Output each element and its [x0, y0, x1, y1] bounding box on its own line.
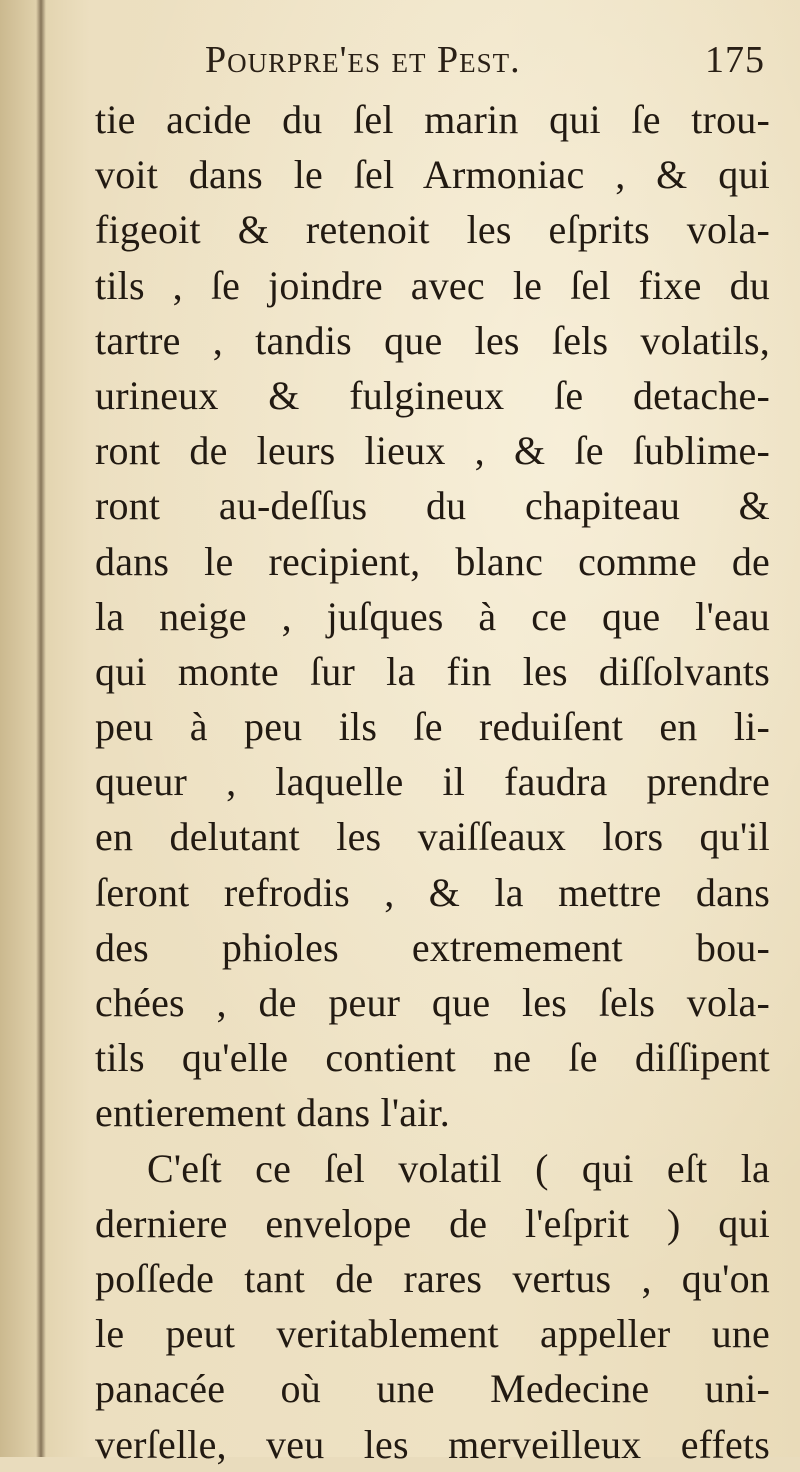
- text-line: derniere envelope de l'eſprit ) qui: [95, 1200, 770, 1246]
- binding-gutter: [36, 0, 46, 1457]
- text-line: C'eſt ce ſel volatil ( qui eſt la: [147, 1145, 770, 1191]
- text-line: verſelle, veu les merveilleux effets: [95, 1421, 770, 1467]
- text-line: ront au-deſſus du chapiteau &: [95, 483, 770, 529]
- text-line: tils qu'elle contient ne ſe diſſipent: [95, 1035, 770, 1081]
- text-line: chées , de peur que les ſels vola-: [95, 980, 770, 1025]
- text-line: figeoit & retenoit les eſprits vola-: [95, 207, 770, 253]
- text-line: dans le recipient, blanc comme de: [95, 538, 770, 584]
- text-line: en delutant les vaiſſeaux lors qu'il: [95, 814, 770, 860]
- text-line: voit dans le ſel Armoniac , & qui: [95, 152, 770, 198]
- text-line: tartre , tandis que les ſels volatils,: [95, 317, 770, 363]
- page-number: 175: [705, 39, 765, 81]
- text-line: entierement dans l'air.: [95, 1090, 451, 1136]
- text-line: le peut veritablement appeller une: [95, 1311, 770, 1357]
- text-line: qui monte ſur la fin les diſſolvants: [95, 648, 770, 694]
- text-line: panacée où une Medecine uni-: [95, 1366, 770, 1412]
- text-line: des phioles extremement bou-: [95, 924, 770, 970]
- running-title: Pourpre'es et Pest.: [205, 39, 521, 81]
- body-text: [95, 92, 770, 1472]
- text-line: queur , laquelle il faudra prendre: [95, 759, 770, 805]
- text-line: ront de leurs lieux , & ſe ſublime-: [95, 428, 770, 474]
- text-line: peu à peu ils ſe reduiſent en li-: [95, 704, 770, 750]
- text-line: tie acide du ſel marin qui ſe trou-: [95, 97, 770, 142]
- text-line: ſeront refrodis , & la mettre dans: [95, 869, 770, 915]
- text-line: tils , ſe joindre avec le ſel fixe du: [95, 262, 770, 308]
- text-line: poſſede tant de rares vertus , qu'on: [95, 1255, 770, 1301]
- text-line: la neige , juſques à ce que l'eau: [95, 593, 770, 639]
- text-line: urineux & fulgineux ſe detache-: [95, 372, 770, 418]
- page-header: [205, 38, 775, 88]
